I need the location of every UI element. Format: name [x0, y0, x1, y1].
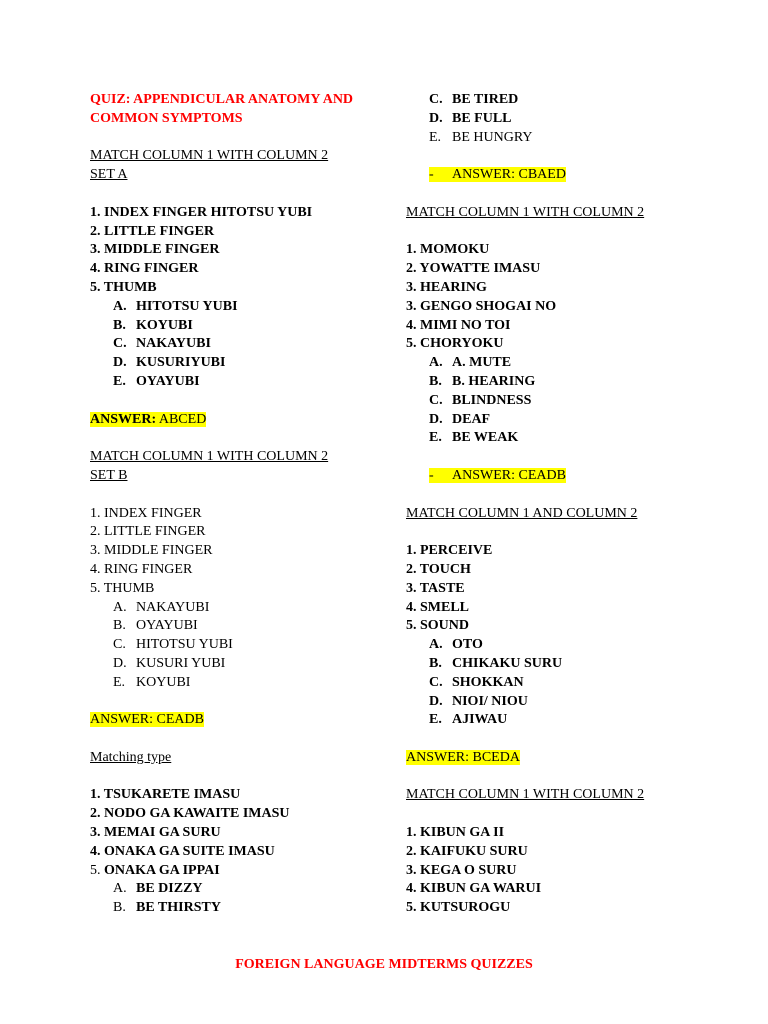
set3-answer: - ANSWER: CEADB — [429, 467, 566, 483]
set-b-item: 4. RING FINGER — [90, 561, 193, 577]
set4-item: 1. PERCEIVE — [406, 543, 493, 559]
set3-item: 5. CHORYOKU — [406, 336, 504, 352]
matching-answer: - ANSWER: CBAED — [429, 167, 566, 183]
set4-item: 4. SMELL — [406, 599, 470, 615]
matching-item: 4. ONAKA GA SUITE IMASU — [90, 843, 275, 859]
matching-choice: B. BE THIRSTY — [113, 900, 221, 916]
set-b-item: 3. MIDDLE FINGER — [90, 543, 213, 559]
set-b-choice: B. OYAYUBI — [113, 618, 198, 634]
set3-choice: C. BLINDNESS — [429, 392, 532, 408]
set-a-item: 2. LITTLE FINGER — [90, 223, 215, 239]
set4-choice: E. AJIWAU — [429, 712, 508, 728]
set3-choice: B. B. HEARING — [429, 373, 536, 389]
set3-item: 2. YOWATTE IMASU — [406, 261, 541, 277]
set5-item: 5. KUTSUROGU — [406, 900, 511, 916]
matching-item: 5. ONAKA GA IPPAI — [90, 862, 220, 878]
set-b-item: 1. INDEX FINGER — [90, 505, 202, 521]
set5-item: 1. KIBUN GA II — [406, 825, 505, 841]
set-a-label: SET A — [90, 167, 128, 183]
set-a-item: 1. INDEX FINGER HITOTSU YUBI — [90, 204, 313, 220]
matching-item: 2. NODO GA KAWAITE IMASU — [90, 806, 290, 822]
quiz-title-line-2: COMMON SYMPTOMS — [90, 110, 243, 126]
set3-choice: E. BE WEAK — [429, 430, 519, 446]
set-a-choice: B. KOYUBI — [113, 317, 193, 333]
set-a-choice: E. OYAYUBI — [113, 373, 200, 389]
set5-item: 4. KIBUN GA WARUI — [406, 881, 542, 897]
set5-heading: MATCH COLUMN 1 WITH COLUMN 2 — [406, 787, 645, 803]
matching-heading: Matching type — [90, 749, 172, 765]
matching-choice: A. BE DIZZY — [113, 881, 203, 897]
set4-choice: D. NIOI/ NIOU — [429, 693, 528, 709]
set-b-choice: D. KUSURI YUBI — [113, 655, 226, 671]
set3-choice: A. A. MUTE — [429, 355, 512, 371]
set4-answer: ANSWER: BCEDA — [406, 749, 520, 765]
set5-item: 2. KAIFUKU SURU — [406, 843, 528, 859]
set4-choice: B. CHIKAKU SURU — [429, 655, 563, 671]
set-b-choice: E. KOYUBI — [113, 674, 191, 690]
matching-choice: D. BE FULL — [429, 110, 512, 126]
set-a-answer: ANSWER: ABCED — [90, 411, 207, 427]
set4-choice: C. SHOKKAN — [429, 674, 524, 690]
set3-item: 4. MIMI NO TOI — [406, 317, 511, 333]
matching-choice: E. BE HUNGRY — [429, 129, 533, 145]
set-a-item: 5. THUMB — [90, 279, 157, 295]
set4-heading: MATCH COLUMN 1 AND COLUMN 2 — [406, 505, 638, 521]
set3-item: 3. GENGO SHOGAI NO — [406, 298, 557, 314]
quiz-title-line-1: QUIZ: APPENDICULAR ANATOMY AND — [90, 92, 354, 107]
matching-choice: C. BE TIRED — [429, 92, 519, 107]
set-b-choice: C. HITOTSU YUBI — [113, 637, 233, 653]
matching-item: 3. MEMAI GA SURU — [90, 825, 221, 841]
page-footer: FOREIGN LANGUAGE MIDTERMS QUIZZES — [235, 957, 533, 972]
set-a-item: 4. RING FINGER — [90, 261, 199, 277]
matching-item: 1. TSUKARETE IMASU — [90, 787, 241, 803]
set-b-item: 2. LITTLE FINGER — [90, 524, 206, 540]
set4-item: 3. TASTE — [406, 580, 465, 596]
set3-heading: MATCH COLUMN 1 WITH COLUMN 2 — [406, 204, 645, 220]
set-b-heading: MATCH COLUMN 1 WITH COLUMN 2 — [90, 449, 329, 465]
set-b-label: SET B — [90, 467, 128, 483]
set3-item: 1. MOMOKU — [406, 242, 490, 258]
right-column — [406, 91, 736, 918]
set3-choice: D. DEAF — [429, 411, 491, 427]
set3-item: 3. HEARING — [406, 279, 487, 295]
set4-item: 5. SOUND — [406, 618, 470, 634]
set-b-answer: ANSWER: CEADB — [90, 712, 204, 728]
set-a-heading: MATCH COLUMN 1 WITH COLUMN 2 — [90, 148, 329, 164]
set-a-item: 3. MIDDLE FINGER — [90, 242, 220, 258]
set-a-choice: D. KUSURIYUBI — [113, 355, 226, 371]
set-a-choice: A. HITOTSU YUBI — [113, 298, 238, 314]
set5-item: 3. KEGA O SURU — [406, 862, 517, 878]
set-a-choice: C. NAKAYUBI — [113, 336, 211, 352]
set4-choice: A. OTO — [429, 637, 483, 653]
set4-item: 2. TOUCH — [406, 561, 471, 577]
set-b-item: 5. THUMB — [90, 580, 155, 596]
set-b-choice: A. NAKAYUBI — [113, 599, 210, 615]
left-column — [90, 91, 420, 918]
